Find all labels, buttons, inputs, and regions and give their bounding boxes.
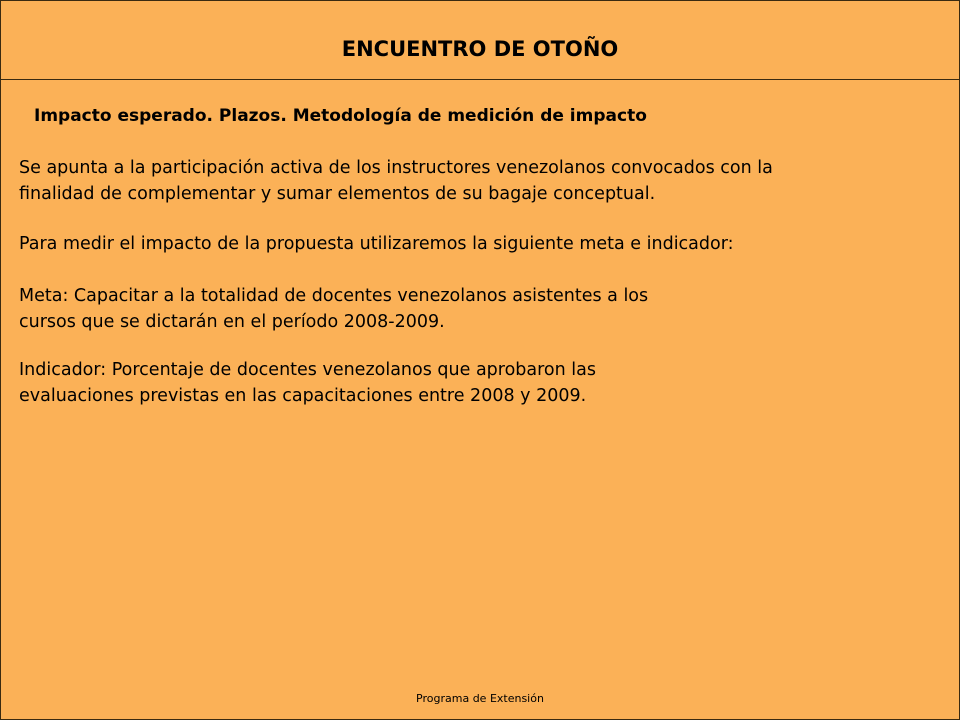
section-heading: Impacto esperado. Plazos. Metodología de medición de impacto	[34, 106, 647, 126]
paragraph-measure	[19, 231, 734, 257]
slide-title: ENCUENTRO DE OTOÑO	[341, 37, 619, 61]
paragraph-line: evaluaciones previstas en las capacitaciones entre 2008 y 2009.	[19, 386, 587, 406]
paragraph-line: Se apunta a la participación activa de los instructores venezolanos convocados con la	[19, 158, 773, 178]
title-bar	[1, 1, 959, 80]
paragraph-line: finalidad de complementar y sumar elementos de su bagaje conceptual.	[19, 184, 656, 204]
paragraph-participation	[19, 155, 773, 207]
paragraph-indicator	[19, 357, 596, 409]
paragraph-line: Para medir el impacto de la propuesta utilizaremos la siguiente meta e indicador:	[19, 234, 734, 254]
paragraph-goal	[19, 283, 648, 335]
paragraph-line: Indicador: Porcentaje de docentes venezolanos que aprobaron las	[19, 360, 596, 380]
paragraph-line: cursos que se dictarán en el período 2008-2009.	[19, 312, 445, 332]
slide-footer: Programa de Extensión	[416, 692, 544, 705]
paragraph-line: Meta: Capacitar a la totalidad de docentes venezolanos asistentes a los	[19, 286, 649, 306]
